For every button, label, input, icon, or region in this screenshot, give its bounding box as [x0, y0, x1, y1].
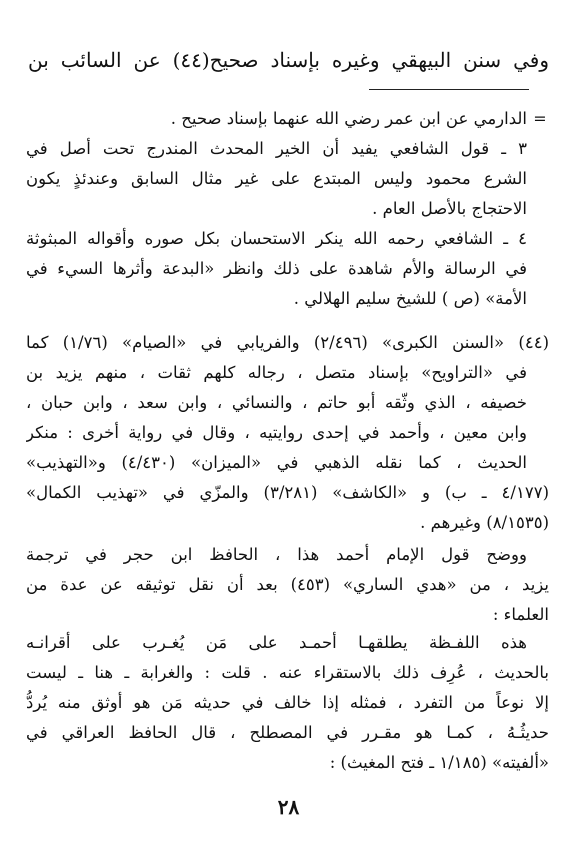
- reference-line-text: (٤٤) «السنن الكبرى» (٢/٤٩٦) والفريابي في «الصيام» (١/٧٦) كما: [26, 333, 549, 352]
- reference-line-text: وابن معين ، وأحمد في إحدى روايتيه ، وقال في رواية أخرى : منكر: [26, 423, 527, 442]
- reference-footnote-44: [26, 328, 549, 538]
- paragraph-line-text: يزيد ، من «هدي الساري» (٤٥٣) بعد أن نقل توثيقه عن عدة من: [26, 575, 549, 594]
- paragraph-line: [26, 628, 549, 658]
- footnote-line-text: في الرسالة والأم شاهدة على ذلك وانظر «البدعة وأثرها السيء في: [26, 259, 527, 278]
- paragraph-line-text: حديثُـهُ ، كمـا هو مقـرر في المصطلح ، قال الحافظ العراقي في: [26, 723, 549, 742]
- paragraph-line: [26, 718, 549, 748]
- reference-line: [26, 448, 549, 478]
- paragraph-line-text: ووضح قول الإمام أحمد هذا ، الحافظ ابن حجر في ترجمة: [26, 545, 527, 564]
- continued-text-line: وفي سنن البيهقي وغيره بإسناد صحيح(٤٤) عن السائب بن: [28, 48, 549, 72]
- reference-line: [26, 418, 549, 448]
- footnote-line: [26, 224, 549, 254]
- paragraph-line-text: هذه اللفـظة يطلقهـا أحمـد على مَن يُغـرب على أقرانـه: [26, 633, 527, 652]
- footnote-line: [26, 254, 549, 284]
- paragraph-line: [26, 600, 549, 630]
- paragraph-line-text: إلا نوعاً من التفرد ، فمثله إذا خالف في حديثه مَن هو أوثق منه يُردُّ: [26, 693, 549, 712]
- footnote-line: [26, 164, 549, 194]
- reference-line: [26, 478, 549, 508]
- paragraph-line: [26, 688, 549, 718]
- explanation-paragraph: [26, 540, 549, 630]
- paragraph-line-text: بالحديث ، عُرِف ذلك بالاستقراء عنه . قلت : والغرابة ـ هنا ـ ليست: [26, 663, 549, 682]
- footnote-line-text: الاحتجاج بالأصل العام .: [372, 199, 527, 218]
- continued-footnote: [26, 104, 549, 314]
- footnote-separator: [369, 89, 529, 90]
- reference-line-text: (٨/١٥٣٥) وغيرهم .: [420, 513, 549, 532]
- reference-line: [26, 328, 549, 358]
- paragraph-line-text: «ألفيته» (١/١٨٥ ـ فتح المغيث) :: [329, 753, 549, 772]
- footnote-line-text: الدارمي عن ابن عمر رضي الله عنهما بإسناد صحيح .: [170, 109, 527, 128]
- paragraph-line: [26, 748, 549, 778]
- paragraph-line: [26, 540, 549, 570]
- footnote-line: [26, 104, 549, 134]
- reference-line-text: خصيفه ، الذي وثّقه أبو حاتم ، والنسائي ، وابن سعد ، وابن حبان ،: [26, 393, 527, 412]
- footnote-line-text: الشرع محمود وليس المبتدع على غير مثال السابق وعندئذٍ يكون: [26, 169, 527, 188]
- footnote-line: [26, 284, 549, 314]
- footnote-line-text: ٤ ـ الشافعي رحمه الله ينكر الاستحسان بكل صوره وأقواله المبثوثة: [26, 229, 527, 248]
- reference-line: [26, 388, 549, 418]
- reference-line: [26, 358, 549, 388]
- paragraph-line: [26, 570, 549, 600]
- footnote-line: [26, 194, 549, 224]
- footnote-line: [26, 134, 549, 164]
- reference-line: [26, 508, 549, 538]
- reference-line-text: الحديث ، كما نقله الذهبي في «الميزان» (٤/٤٣٠) و«التهذيب»: [26, 453, 527, 472]
- footnote-continuation-marker: =: [533, 109, 547, 128]
- page-number: ٢٨: [277, 795, 300, 819]
- paragraph-line: [26, 658, 549, 688]
- paragraph-line-text: العلماء :: [492, 605, 549, 624]
- footnote-line-text: الأمة» (ص ) للشيخ سليم الهلالي .: [293, 289, 527, 308]
- footnote-line-text: ٣ ـ قول الشافعي يفيد أن الخير المحدث المندرج تحت أصل في: [26, 139, 527, 158]
- reference-line-text: في «التراويح» بإسناد متصل ، رجاله كلهم ثقات ، منهم يزيد بن: [26, 363, 527, 382]
- quotation-paragraph: [26, 628, 549, 778]
- reference-line-text: (٤/١٧٧ ـ ب) و «الكاشف» (٣/٢٨١) والمزّي في «تهذيب الكمال»: [26, 483, 549, 502]
